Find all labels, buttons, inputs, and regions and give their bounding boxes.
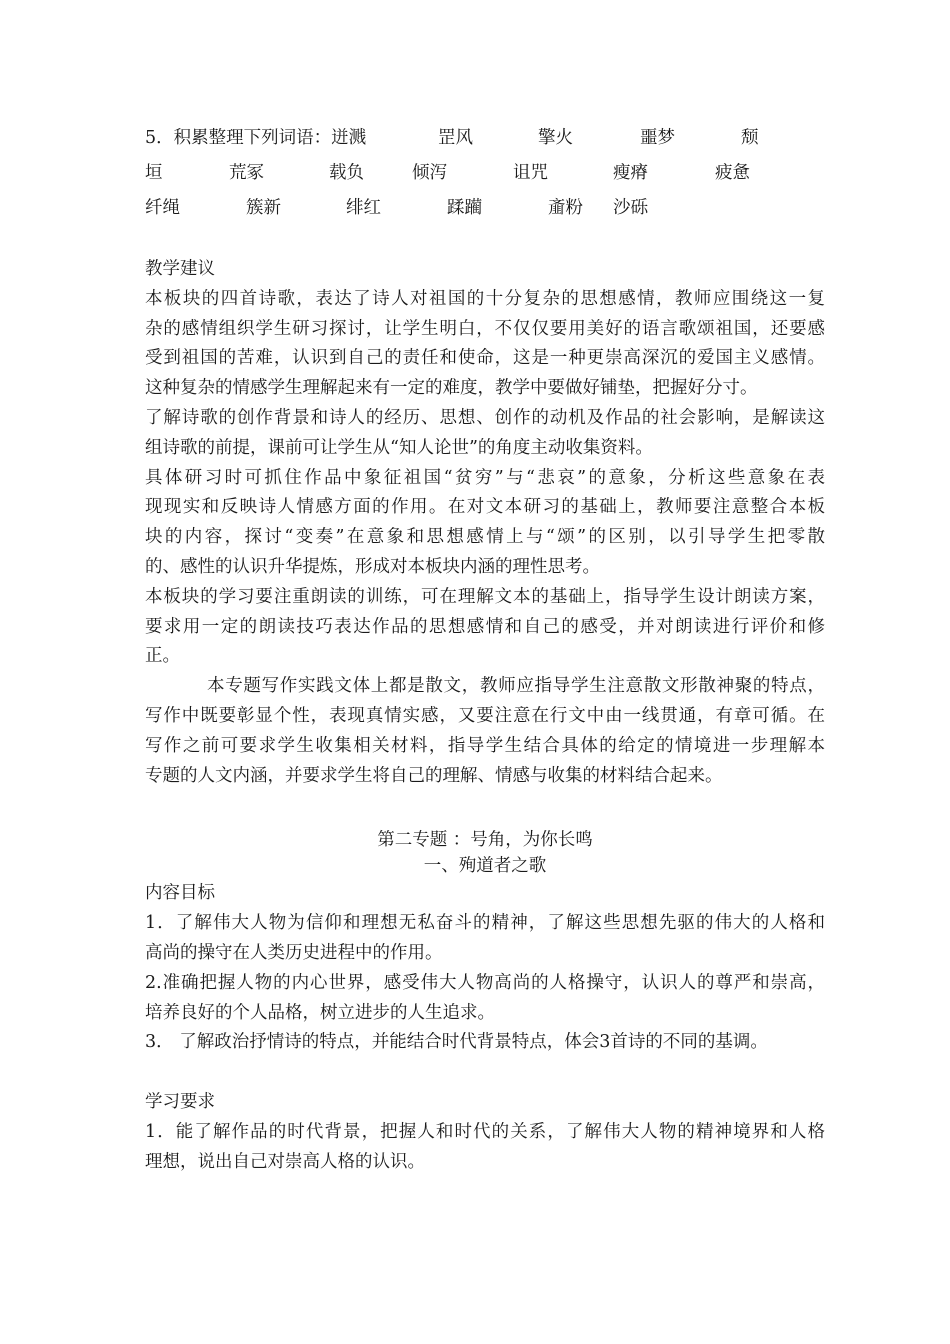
vocab-word: 颓: [741, 128, 759, 148]
paragraph-line: 本板块的四首诗歌，表达了诗人对祖国的十分复杂的思想感情，教师应围绕这一复: [145, 288, 825, 309]
vocab-row-2: [145, 159, 825, 194]
paragraph-line: 培养良好的个人品格，树立进步的人生追求。: [145, 1002, 495, 1023]
paragraph-line: 这种复杂的情感学生理解起来有一定的难度，教学中要做好铺垫，把握好分寸。: [145, 378, 758, 399]
paragraph-line: 理想，说出自己对崇高人格的认识。: [145, 1151, 425, 1172]
vocab-word: 5．积累整理下列词语：迸溅: [145, 128, 367, 148]
section-heading-learning: 学习要求: [145, 1092, 215, 1113]
paragraph-line: 现现实和反映诗人情感方面的作用。在对文本研习的基础上，教师要注意整合本板: [145, 497, 825, 518]
vocab-word: 罡风: [438, 128, 473, 148]
paragraph-line: 本专题写作实践文体上都是散文，教师应指导学生注意散文形散神聚的特点，: [207, 676, 825, 697]
paragraph-line: 写作中既要彰显个性，表现真情实感，又要注意在行文中由一线贯通，有章可循。在: [145, 705, 825, 726]
vocab-word: 蹂躏: [447, 198, 482, 218]
vocab-word: 疲惫: [715, 163, 750, 183]
paragraph-line: 块的内容，探讨“变奏”在意象和思想感情上与“颂”的区别，以引导学生把零散: [145, 527, 825, 548]
topic-subtitle: 一、殉道者之歌: [423, 856, 547, 877]
paragraph-line: 的、感性的认识升华提炼，形成对本板块内涵的理性思考。: [145, 556, 600, 577]
paragraph-line: 了解诗歌的创作背景和诗人的经历、思想、创作的动机及作品的社会影响，是解读这: [145, 407, 825, 428]
paragraph-line: 高尚的操守在人类历史进程中的作用。: [145, 942, 443, 963]
section-heading-teaching: 教学建议: [145, 259, 215, 279]
vocab-word: 瘦瘠: [613, 163, 648, 183]
paragraph-line: 1．能了解作品的时代背景，把握人和时代的关系，了解伟大人物的精神境界和人格: [145, 1121, 825, 1142]
paragraph-line: 专题的人文内涵，并要求学生将自己的理解、情感与收集的材料结合起来。: [145, 765, 723, 786]
paragraph-line: 要求用一定的朗读技巧表达作品的思想感情和自己的感受，并对朗读进行评价和修: [145, 616, 825, 637]
paragraph-line: 具体研习时可抓住作品中象征祖国“贫穷”与“悲哀”的意象，分析这些意象在表: [145, 467, 825, 488]
topic-title: 第二专题 ：号角，为你长鸣: [377, 830, 593, 851]
paragraph-line: 1．了解伟大人物为信仰和理想无私奋斗的精神，了解这些思想先驱的伟大的人格和: [145, 913, 825, 934]
paragraph-line: 2.准确把握人物的内心世界，感受伟大人物高尚的人格操守，认识人的尊严和崇高，: [145, 972, 825, 993]
paragraph-line: 组诗歌的前提，课前可让学生从“知人论世”的角度主动收集资料。: [145, 437, 653, 458]
vocab-word: 簇新: [246, 198, 281, 218]
paragraph-line: 本板块的学习要注重朗读的训练，可在理解文本的基础上，指导学生设计朗读方案，: [145, 586, 825, 607]
paragraph-line: 杂的感情组织学生研习探讨，让学生明白，不仅仅要用美好的语言歌颂祖国，还要感: [145, 318, 825, 339]
vocab-word: 垣: [145, 163, 163, 183]
paragraph-line: 受到祖国的苦难，认识到自己的责任和使命，这是一种更崇高深沉的爱国主义感情。: [145, 348, 825, 369]
section-heading-content-goals: 内容目标: [145, 883, 215, 904]
vocab-word: 绯红: [346, 198, 381, 218]
vocab-word: 齑粉: [548, 198, 583, 218]
vocab-word: 荒冢: [229, 163, 264, 183]
paragraph-line: 正。: [145, 646, 180, 667]
vocab-word: 载负: [329, 163, 364, 183]
vocab-word: 诅咒: [513, 163, 548, 183]
paragraph-line: 3． 了解政治抒情诗的特点，并能结合时代背景特点，体会3首诗的不同的基调。: [145, 1032, 768, 1053]
vocab-word: 沙砾: [613, 198, 648, 218]
vocab-word: 噩梦: [640, 128, 675, 148]
vocab-word: 纤绳: [145, 198, 180, 218]
vocab-row-3: [145, 194, 825, 229]
vocab-row-1: [145, 124, 825, 159]
vocab-word: 擎火: [538, 128, 573, 148]
paragraph-line: 写作之前可要求学生收集相关材料，指导学生结合具体的给定的情境进一步理解本: [145, 735, 825, 756]
vocab-word: 倾泻: [412, 163, 447, 183]
document-page: [145, 124, 825, 1178]
